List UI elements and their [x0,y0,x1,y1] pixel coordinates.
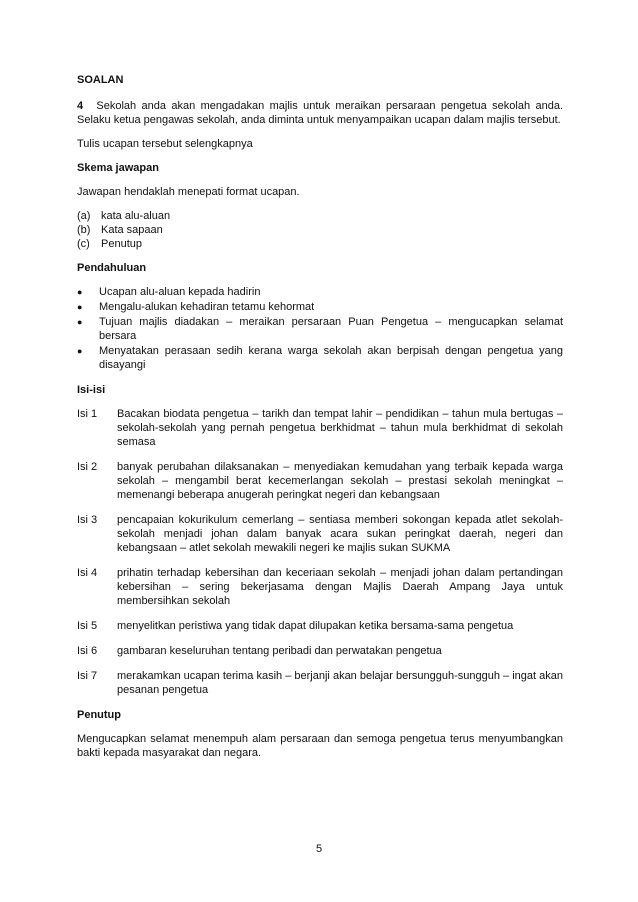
bullet-icon: ● [77,317,83,327]
list-item [77,209,563,223]
isi-item-label: Isi 3 [77,514,98,526]
skema-intro: Jawapan hendaklah menepati format ucapan. [77,186,300,198]
isi-item-text: gambaran keseluruhan tentang peribadi dan perwatakan pengetua [117,645,442,657]
pendahuluan-bullets [77,285,563,372]
bullet-item [77,344,563,372]
isi-item-text: prihatin terhadap kebersihan dan keceriaan sekolah – menjadi johan dalam pertandingan kebersihan – sering bekerjasama dengan Majlis Daerah Ampang Jaya untuk membersihkan sekolah [117,567,563,607]
page-number: 5 [315,843,323,855]
list-item-text: kata alu-aluan [101,210,171,222]
isi-title: Isi-isi [77,384,106,396]
question-text [77,99,563,127]
bullet-item [77,315,563,343]
list-item-label: (b) [77,224,91,236]
isi-item [77,513,563,555]
document-page [77,73,563,760]
isi-item [77,566,563,608]
isi-item [77,407,563,449]
list-item-text: Penutup [101,238,142,250]
isi-item-text: banyak perubahan dilaksanakan – menyediakan kemudahan yang terbaik kepada warga sekolah – mengambil berat kecemerlangan sekolah – prestasi sekolah meningkat – memenangi beberapa anugerah peringkat negeri dan kebangsaan [117,461,563,501]
skema-list [77,209,563,251]
question-number: 4 [77,100,84,112]
isi-item-label: Isi 5 [77,620,98,632]
penutup-title: Penutup [77,709,121,721]
bullet-icon: ● [77,302,83,312]
isi-item [77,669,563,697]
bullet-icon: ● [77,346,83,356]
section-heading-soalan: SOALAN [77,74,124,86]
bullet-icon: ● [77,287,83,297]
bullet-text: Menyatakan perasaan sedih kerana warga sekolah akan berpisah dengan pengetua yang disayangi [99,345,563,371]
isi-item-text: merakamkan ucapan terima kasih – berjanji akan belajar bersungguh-sungguh – ingat akan pesanan pengetua [117,670,563,696]
isi-item-label: Isi 7 [77,670,98,682]
list-item [77,237,563,251]
list-item-text: Kata sapaan [101,224,163,236]
isi-item-text: menyelitkan peristiwa yang tidak dapat dilupakan ketika bersama-sama pengetua [117,620,514,632]
bullet-text: Mengalu-alukan kehadiran tetamu kehormat [99,301,315,313]
isi-list [77,407,563,697]
isi-item-text: Bacakan biodata pengetua – tarikh dan tempat lahir – pendidikan – tahun mula bertugas – sekolah-sekolah yang pernah pengetua berkhidmat – tahun mula berkhidmat di sekolah semasa [117,408,563,448]
skema-title: Skema jawapan [77,162,159,174]
bullet-item [77,300,563,314]
penutup-text: Mengucapkan selamat menempuh alam persaraan dan semoga pengetua terus menyumbangkan bakti kepada masyarakat dan negara. [77,733,563,759]
isi-item [77,644,563,658]
list-item-label: (a) [77,210,91,222]
isi-item-text: pencapaian kokurikulum cemerlang – sentiasa memberi sokongan kepada atlet sekolah-sekolah menjadi johan dalam banyak acara sukan peringkat daerah, negeri dan kebangsaan – atlet sekolah mewakili negeri ke majlis sukan SUKMA [117,514,563,554]
bullet-text: Ucapan alu-aluan kepada hadirin [99,286,261,298]
question-body: Sekolah anda akan mengadakan majlis untuk meraikan persaraan pengetua sekolah anda. Selaku ketua pengawas sekolah, anda diminta untuk menyampaikan ucapan dalam majlis tersebut. [77,100,564,126]
bullet-text: Tujuan majlis diadakan – meraikan persaraan Puan Pengetua – mengucapkan selamat bersara [99,316,563,342]
pendahuluan-title: Pendahuluan [77,262,147,274]
list-item-label: (c) [77,238,90,250]
isi-item-label: Isi 2 [77,461,98,473]
isi-item-label: Isi 1 [77,408,98,420]
isi-item-label: Isi 4 [77,567,98,579]
list-item [77,223,563,237]
isi-item-label: Isi 6 [77,645,98,657]
isi-item [77,460,563,502]
isi-item [77,619,563,633]
question-instruction: Tulis ucapan tersebut selengkapnya [77,138,253,150]
bullet-item [77,285,563,299]
